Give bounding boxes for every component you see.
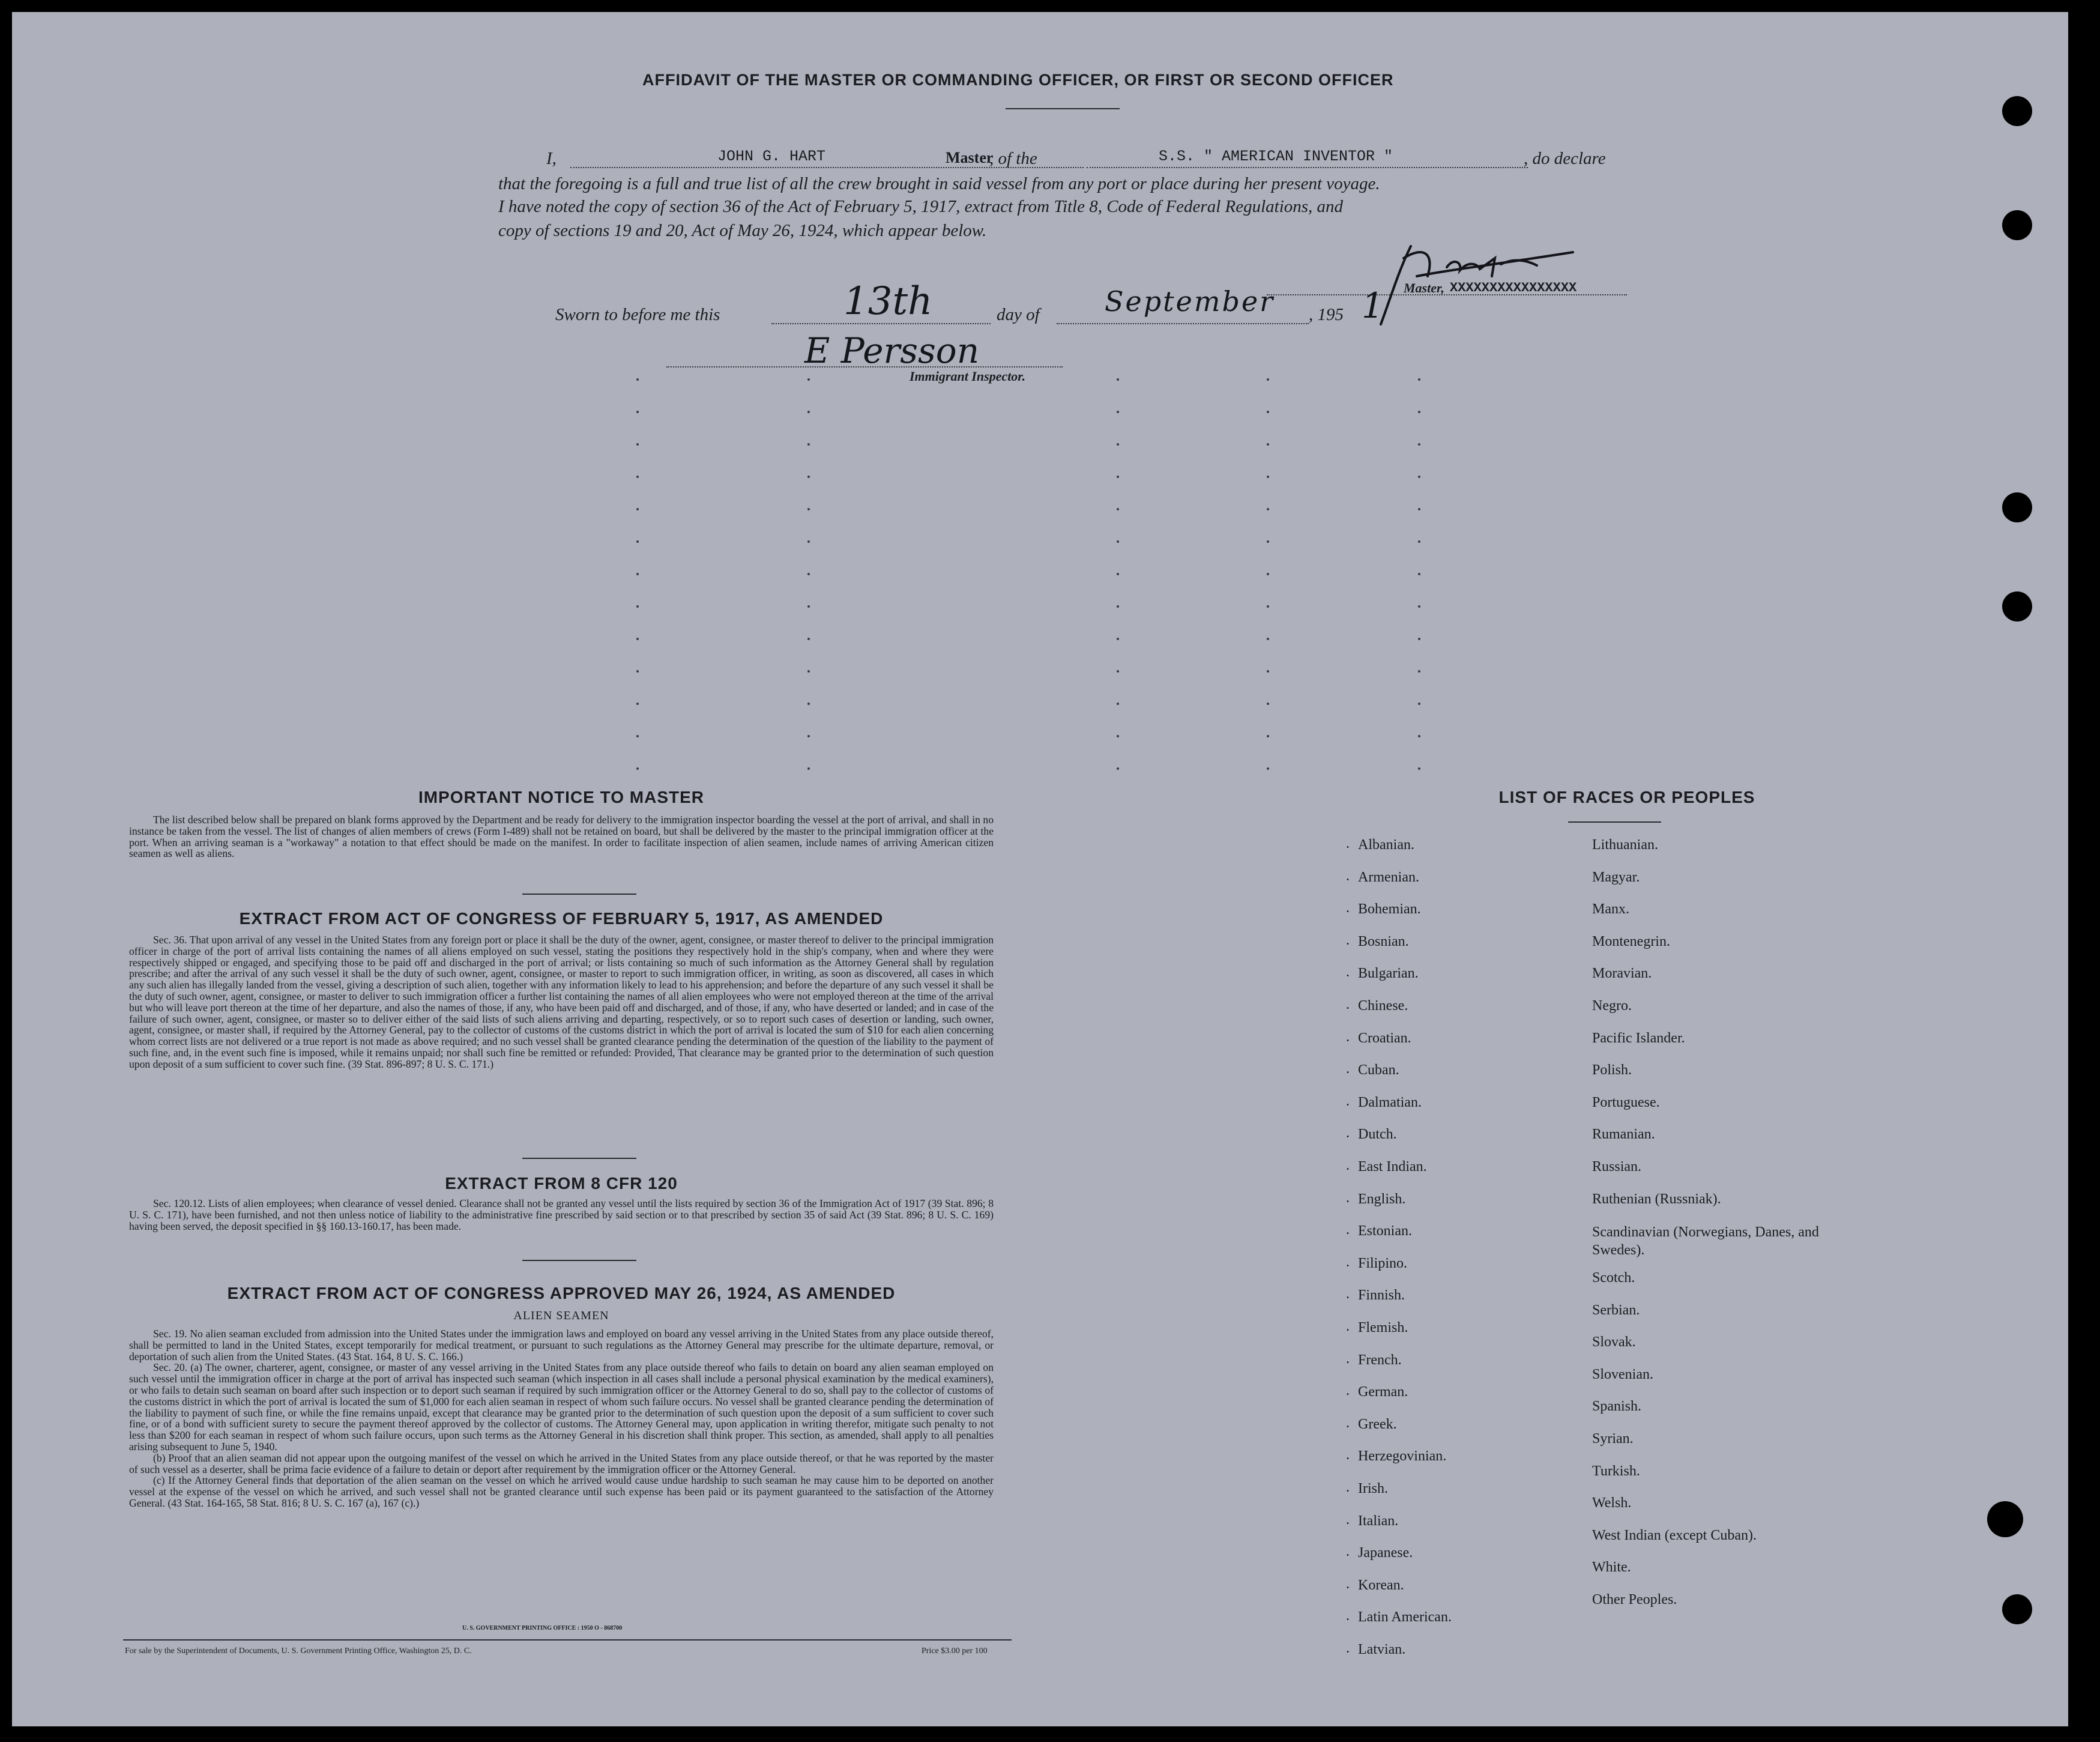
race-item: Rumanian. bbox=[1592, 1127, 1655, 1143]
extract-1924-sec19: Sec. 19. No alien seaman excluded from admission into the United States under the immigration laws and employed on board any vessel arriving in the United States from any place outside thereof, shall be permitted to land in the United States, except temporarily for medical treatment, or pursuant to such regulations as the Attorney General may prescribe for the ultimate departure, removal, or deportation of such alien from the United States. (43 Stat. 164, 8 U. S. C. 166.) bbox=[129, 1328, 994, 1362]
race-item: East Indian. bbox=[1358, 1159, 1427, 1175]
race-bullet: . bbox=[1346, 1415, 1350, 1431]
race-item: Montenegrin. bbox=[1592, 933, 1670, 949]
vessel-name-line bbox=[1087, 167, 1528, 168]
race-bullet: . bbox=[1346, 997, 1350, 1012]
notice-text bbox=[129, 814, 994, 859]
guide-dot bbox=[1418, 670, 1420, 673]
extract-cfr-title: EXTRACT FROM 8 CFR 120 bbox=[445, 1174, 678, 1193]
punch-hole bbox=[2002, 96, 2032, 126]
guide-dot bbox=[807, 378, 810, 381]
guide-dot bbox=[636, 540, 639, 543]
race-bullet: . bbox=[1346, 900, 1350, 916]
guide-dot bbox=[1117, 378, 1119, 381]
race-item: Flemish. bbox=[1358, 1320, 1408, 1335]
guide-dot bbox=[1418, 605, 1420, 608]
guide-dot bbox=[1418, 411, 1420, 413]
extract-1924-text bbox=[129, 1328, 994, 1509]
race-bullet: . bbox=[1346, 868, 1350, 884]
race-item: English. bbox=[1358, 1191, 1406, 1207]
punch-hole bbox=[2002, 1594, 2032, 1624]
guide-dot bbox=[636, 411, 639, 413]
extract-cfr-text bbox=[129, 1198, 994, 1232]
extract-1924-title: EXTRACT FROM ACT OF CONGRESS APPROVED MAY 26, 1924, AS AMENDED bbox=[227, 1284, 896, 1302]
affidavit-line-2: that the foregoing is a full and true list of all the crew brought in said vessel from any port or place during her present voyage. bbox=[498, 174, 1380, 193]
race-item: Estonian. bbox=[1358, 1223, 1412, 1239]
month-line bbox=[1057, 323, 1309, 324]
guide-dot bbox=[1267, 703, 1269, 705]
guide-dot bbox=[1418, 703, 1420, 705]
guide-dot bbox=[636, 443, 639, 446]
race-bullet: . bbox=[1346, 1608, 1350, 1624]
race-item: Latin American. bbox=[1358, 1609, 1452, 1626]
guide-dot bbox=[807, 573, 810, 575]
races-title: LIST OF RACES OR PEOPLES bbox=[1498, 788, 1755, 806]
guide-dot bbox=[807, 735, 810, 737]
race-item: Pacific Islander. bbox=[1592, 1030, 1685, 1046]
guide-dot bbox=[807, 605, 810, 608]
guide-dot bbox=[1117, 476, 1119, 478]
guide-dot bbox=[1418, 638, 1420, 640]
affidavit-line-3: I have noted the copy of section 36 of the Act of February 5, 1917, extract from Title 8, Code of Federal Regulations, and bbox=[498, 197, 1344, 216]
race-item: Bohemian. bbox=[1358, 901, 1421, 918]
guide-dot bbox=[1117, 767, 1119, 770]
title-rule bbox=[1006, 108, 1120, 109]
guide-dot bbox=[636, 378, 639, 381]
punch-hole bbox=[1987, 1501, 2023, 1537]
race-item: Spanish. bbox=[1592, 1399, 1642, 1415]
year-prefix: , 195 bbox=[1309, 305, 1344, 324]
race-item: Finnish. bbox=[1358, 1287, 1405, 1304]
inspector-signature: E Persson bbox=[804, 330, 980, 371]
race-item: Croatian. bbox=[1358, 1030, 1411, 1046]
race-item: Bosnian. bbox=[1358, 933, 1409, 949]
race-bullet: . bbox=[1346, 1125, 1350, 1142]
race-item: Manx. bbox=[1592, 901, 1629, 918]
race-item: West Indian (except Cuban). bbox=[1592, 1527, 1757, 1543]
race-item: Slovenian. bbox=[1592, 1366, 1653, 1382]
guide-dot bbox=[1117, 573, 1119, 575]
guide-dot bbox=[636, 605, 639, 608]
guide-dot bbox=[1117, 638, 1119, 640]
race-item: Bulgarian. bbox=[1358, 966, 1419, 982]
day-value: 13th bbox=[843, 279, 933, 324]
master-name-field: JOHN G. HART bbox=[717, 148, 826, 165]
guide-dot bbox=[1418, 443, 1420, 446]
guide-dot bbox=[1267, 540, 1269, 543]
footer-price: Price $3.00 per 100 bbox=[922, 1647, 988, 1656]
extract-1917-title: EXTRACT FROM ACT OF CONGRESS OF FEBRUARY 5, 1917, AS AMENDED bbox=[239, 909, 884, 928]
race-bullet: . bbox=[1346, 964, 1350, 981]
guide-dot bbox=[636, 735, 639, 737]
race-item: Chinese. bbox=[1358, 998, 1408, 1014]
do-declare-label: , do declare bbox=[1524, 149, 1606, 168]
guide-dot bbox=[1117, 411, 1119, 413]
race-item: Welsh. bbox=[1592, 1495, 1632, 1511]
race-item: Ruthenian (Russniak). bbox=[1592, 1191, 1721, 1207]
guide-dot bbox=[1267, 443, 1269, 446]
extract-1917-text bbox=[129, 934, 994, 1070]
race-bullet: . bbox=[1346, 1544, 1350, 1560]
notice-title: IMPORTANT NOTICE TO MASTER bbox=[418, 788, 705, 806]
guide-dot bbox=[1267, 735, 1269, 737]
affidavit-i-label: I, bbox=[546, 149, 557, 168]
race-item: White. bbox=[1592, 1559, 1631, 1576]
race-item: German. bbox=[1358, 1384, 1408, 1400]
guide-dot bbox=[807, 638, 810, 640]
race-bullet: . bbox=[1346, 1190, 1350, 1206]
guide-dot bbox=[1418, 508, 1420, 510]
punch-hole bbox=[2002, 492, 2032, 522]
race-item: Korean. bbox=[1358, 1577, 1404, 1593]
guide-dot bbox=[1267, 411, 1269, 413]
guide-dot bbox=[1418, 573, 1420, 575]
gpo-imprint: U. S. GOVERNMENT PRINTING OFFICE : 1950 O - 868700 bbox=[462, 1625, 623, 1632]
race-bullet: . bbox=[1346, 1447, 1350, 1463]
guide-dot bbox=[1418, 476, 1420, 478]
master-label: Master bbox=[946, 149, 994, 166]
race-bullet: . bbox=[1346, 1061, 1350, 1077]
guide-dot bbox=[636, 767, 639, 770]
race-item: Italian. bbox=[1358, 1513, 1399, 1529]
race-item: Slovak. bbox=[1592, 1334, 1636, 1350]
extract-1924-sec20c: (c) If the Attorney General finds that deportation of the alien seaman on the vessel on which he arrived would cause undue hardship to such seaman he may cause him to be deported on another vessel at the expense of the vessel on which he arrived, and such vessel shall not be granted clearance until such expense has been paid or its payment guaranteed to the satisfaction of the Attorney General. (43 Stat. 164-165, 58 Stat. 816; 8 U. S. C. 167 (a), 167 (c).) bbox=[129, 1474, 994, 1509]
race-item: Irish. bbox=[1358, 1481, 1388, 1496]
race-bullet: . bbox=[1346, 1093, 1350, 1109]
race-item: Scotch. bbox=[1592, 1269, 1635, 1286]
guide-dot bbox=[807, 411, 810, 413]
race-bullet: . bbox=[1346, 1029, 1350, 1045]
guide-dot bbox=[807, 508, 810, 510]
race-bullet: . bbox=[1346, 932, 1350, 948]
master-sig-struck: XXXXXXXXXXXXXXXX bbox=[1450, 280, 1577, 295]
punch-hole bbox=[2002, 210, 2032, 240]
guide-dot bbox=[807, 670, 810, 673]
race-bullet: . bbox=[1346, 836, 1350, 851]
guide-dot bbox=[1117, 670, 1119, 673]
race-item: Syrian. bbox=[1592, 1430, 1634, 1447]
month-value: September bbox=[1105, 285, 1275, 318]
guide-dot bbox=[636, 670, 639, 673]
guide-dot bbox=[807, 703, 810, 705]
guide-dot bbox=[1117, 540, 1119, 543]
race-item: Dutch. bbox=[1358, 1127, 1397, 1143]
footer-sale-text: For sale by the Superintendent of Documents, U. S. Government Printing Office, Washington 25, D. C. bbox=[125, 1647, 472, 1656]
extract-cfr-paragraph: Sec. 120.12. Lists of alien employees; when clearance of vessel denied. Clearance shall not be granted any vessel until the lists required by section 36 of the Immigration Act of 1917 (39 Stat. 896; 8 U. S. C. 171), have been furnished, and not then unless notice of liability to the administrative fine prescribed by said section or to that prescribed by section 35 of said Act (39 Stat. 896; 8 U. S. C. 169) having been served, the deposit specified in §§ 160.13-160.17, has been made. bbox=[129, 1197, 994, 1232]
race-item: Magyar. bbox=[1592, 869, 1640, 885]
race-item: Dalmatian. bbox=[1358, 1094, 1422, 1110]
of-the-label: , of the bbox=[989, 149, 1037, 168]
guide-dot bbox=[1418, 735, 1420, 737]
race-item: Lithuanian. bbox=[1592, 837, 1658, 853]
races-rule bbox=[1568, 821, 1661, 823]
affidavit-title: AFFIDAVIT OF THE MASTER OR COMMANDING OFFICER, OR FIRST OR SECOND OFFICER bbox=[642, 71, 1394, 89]
race-item: Greek. bbox=[1358, 1416, 1397, 1432]
race-bullet: . bbox=[1346, 1254, 1350, 1270]
guide-dot bbox=[1117, 703, 1119, 705]
guide-dot bbox=[807, 767, 810, 770]
guide-dot bbox=[807, 540, 810, 543]
guide-dot bbox=[636, 573, 639, 575]
race-item: Cuban. bbox=[1358, 1062, 1399, 1078]
race-item: Armenian. bbox=[1358, 869, 1419, 885]
notice-paragraph: The list described below shall be prepared on blank forms approved by the Department and be ready for delivery to the immigration inspector boarding the vessel at the port of arrival, and shall in no instance be taken from the vessel. The list of changes of alien members of crews (Form I-489) shall not be retained on board, but shall be delivered by the master to the principal immigration officer at the port. When an arriving seaman is a "workaway" a notation to that effect should be made on the manifest. In order to facilitate inspection of alien seamen, include names of arriving American citizen seamen as well as aliens. bbox=[129, 814, 994, 860]
race-item: Albanian. bbox=[1358, 837, 1414, 853]
race-item: Polish. bbox=[1592, 1062, 1632, 1078]
extract-cfr-rule bbox=[522, 1260, 636, 1261]
guide-dot bbox=[1117, 735, 1119, 737]
race-bullet: . bbox=[1346, 1383, 1350, 1399]
race-bullet: . bbox=[1346, 1286, 1350, 1302]
extract-1917-rule bbox=[522, 1158, 636, 1159]
guide-dot bbox=[807, 443, 810, 446]
race-item: Portuguese. bbox=[1592, 1094, 1660, 1110]
race-bullet: . bbox=[1346, 1480, 1350, 1495]
guide-dot bbox=[636, 638, 639, 640]
footer-rule bbox=[123, 1639, 1012, 1641]
race-item: Russian. bbox=[1592, 1159, 1642, 1175]
race-bullet: . bbox=[1346, 1576, 1350, 1592]
race-item: Filipino. bbox=[1358, 1255, 1408, 1271]
race-item: Other Peoples. bbox=[1592, 1591, 1677, 1607]
guide-dot bbox=[1418, 378, 1420, 381]
guide-dot bbox=[1267, 605, 1269, 608]
race-item: Moravian. bbox=[1592, 966, 1652, 982]
guide-dot bbox=[1117, 605, 1119, 608]
guide-dot bbox=[636, 508, 639, 510]
race-bullet: . bbox=[1346, 1222, 1350, 1238]
guide-dot bbox=[1267, 508, 1269, 510]
race-item: French. bbox=[1358, 1352, 1402, 1368]
race-item: Serbian. bbox=[1592, 1302, 1640, 1318]
race-item: Japanese. bbox=[1358, 1545, 1413, 1561]
guide-dot bbox=[1267, 767, 1269, 770]
guide-dot bbox=[1267, 476, 1269, 478]
race-bullet: . bbox=[1346, 1350, 1350, 1367]
document-sheet bbox=[12, 12, 2068, 1726]
vessel-name-field: S.S. " AMERICAN INVENTOR " bbox=[1159, 148, 1393, 165]
race-item: Scandinavian (Norwegians, Danes, and Swedes). bbox=[1592, 1224, 1819, 1259]
race-bullet: . bbox=[1346, 1319, 1350, 1334]
race-bullet: . bbox=[1346, 1511, 1350, 1528]
race-bullet: . bbox=[1346, 1641, 1350, 1656]
guide-dot bbox=[636, 703, 639, 705]
inspector-label: Immigrant Inspector. bbox=[910, 369, 1026, 384]
extract-1917-paragraph: Sec. 36. That upon arrival of any vessel in the United States from any foreign port or place it shall be the duty of the owner, agent, consignee, or master thereof to deliver to the principal immigration officer in charge of the port of arrival lists containing the names of all aliens employed on such vessel, stating the positions they respectively hold in the ship's company, when and where they were respectively shipped or engaged, and specifying those to be paid off and discharged in the port of arrival; or lists containing so much of such information as the Attorney General shall by regulation prescribe; and after the arrival of any such vessel it shall be the duty of such owner, agent, consignee, or master to report to such immigration officer, in writing, as soon as discovered, all cases in which any such alien has illegally landed from the vessel, giving a description of such alien, together with any information likely to lead to his apprehension; and before the departure of any such vessel it shall be the duty of such owner, agent, consignee, or master to deliver to such immigration officer a further list containing the names of all alien employees who were not employed thereon at the time of the arrival but who will leave port thereon at the time of her departure, and also the names of those, if any, who have been paid off and discharged, and of those, if any, who have deserted or landed; and in case of the failure of such owner, agent, consignee, or master so to deliver either of the said lists of such aliens arriving and departing, respectively, or so to report such cases of desertion or landing, such owner, agent, consignee, or master shall, if required by the Attorney General, pay to the collector of customs of the customs district in which the port of arrival is located the sum of $10 for each alien concerning whom correct lists are not delivered or a true report is not made as above required; and no such vessel shall be granted clearance pending the determination of the question of the liability to the payment of such fine, and, in the event such fine is imposed, while it remains unpaid; nor shall such fine be remitted or refunded: Provided, That clearance may be granted prior to the determination of such question upon deposit of a sum sufficient to cover such fine. (39 Stat. 896-897; 8 U. S. C. 171.) bbox=[129, 934, 994, 1070]
extract-1924-sec20b: (b) Proof that an alien seaman did not appear upon the outgoing manifest of the vessel on which he arrived in the United States from any place outside thereof, or that he was reported by the master of such vessel as a deserter, shall be prima facie evidence of a failure to detain or deport after requirement by the immigration officer or the Attorney General. bbox=[129, 1451, 994, 1475]
guide-dot bbox=[1267, 573, 1269, 575]
guide-dot bbox=[807, 476, 810, 478]
guide-dot bbox=[1267, 670, 1269, 673]
guide-dot bbox=[1117, 443, 1119, 446]
guide-dot bbox=[1418, 540, 1420, 543]
guide-dot bbox=[1418, 767, 1420, 770]
day-of-label: day of bbox=[997, 305, 1040, 324]
extract-1924-sec20a: Sec. 20. (a) The owner, charterer, agent, consignee, or master of any vessel arriving in the United States from any place outside thereof who fails to detain on board any alien seaman employed on such vessel until the immigration officer in charge at the port of arrival has inspected such seaman (which inspection in all cases shall include a personal physical examination by the medical examiners), or who fails to detain such seaman on board after such inspection or to deport such seaman if required by such immigration officer or the Attorney General to do so, shall pay to the collector of customs of the customs district in which the port of arrival is located the sum of $1,000 for each alien seaman in respect of whom such failure occurs. No vessel shall be granted clearance pending the determination of the liability to payment of such fine, or while the fine remains unpaid, except that clearance may be granted prior to the determination of such question upon the deposit of a sum sufficient to cover such fine, or of a bond with sufficient surety to secure the payment thereof approved by the collector of customs. The Attorney General may, upon application in writing therefor, mitigate such penalty to not less than $200 for each seaman in respect of whom such failure occurs, upon such terms as the Attorney General in his discretion shall think proper. This section, as amended, shall apply to all penalties arising subsequent to June 5, 1940. bbox=[129, 1361, 994, 1453]
sworn-label: Sworn to before me this bbox=[555, 305, 720, 324]
race-bullet: . bbox=[1346, 1158, 1350, 1173]
race-item: Herzegovinian. bbox=[1358, 1448, 1447, 1465]
guide-dot bbox=[1267, 638, 1269, 640]
affidavit-line-4: copy of sections 19 and 20, Act of May 26, 1924, which appear below. bbox=[498, 221, 987, 240]
extract-1924-subtitle: ALIEN SEAMEN bbox=[513, 1309, 609, 1322]
guide-dot bbox=[1267, 378, 1269, 381]
race-item: Latvian. bbox=[1358, 1642, 1406, 1657]
guide-dot bbox=[636, 476, 639, 478]
master-sig-label: Master, bbox=[1404, 280, 1444, 295]
year-suffix: 1 bbox=[1362, 285, 1384, 326]
punch-hole bbox=[2002, 591, 2032, 621]
notice-rule bbox=[522, 894, 636, 895]
guide-dot bbox=[1117, 508, 1119, 510]
race-item: Negro. bbox=[1592, 998, 1632, 1014]
race-item: Turkish. bbox=[1592, 1463, 1640, 1479]
